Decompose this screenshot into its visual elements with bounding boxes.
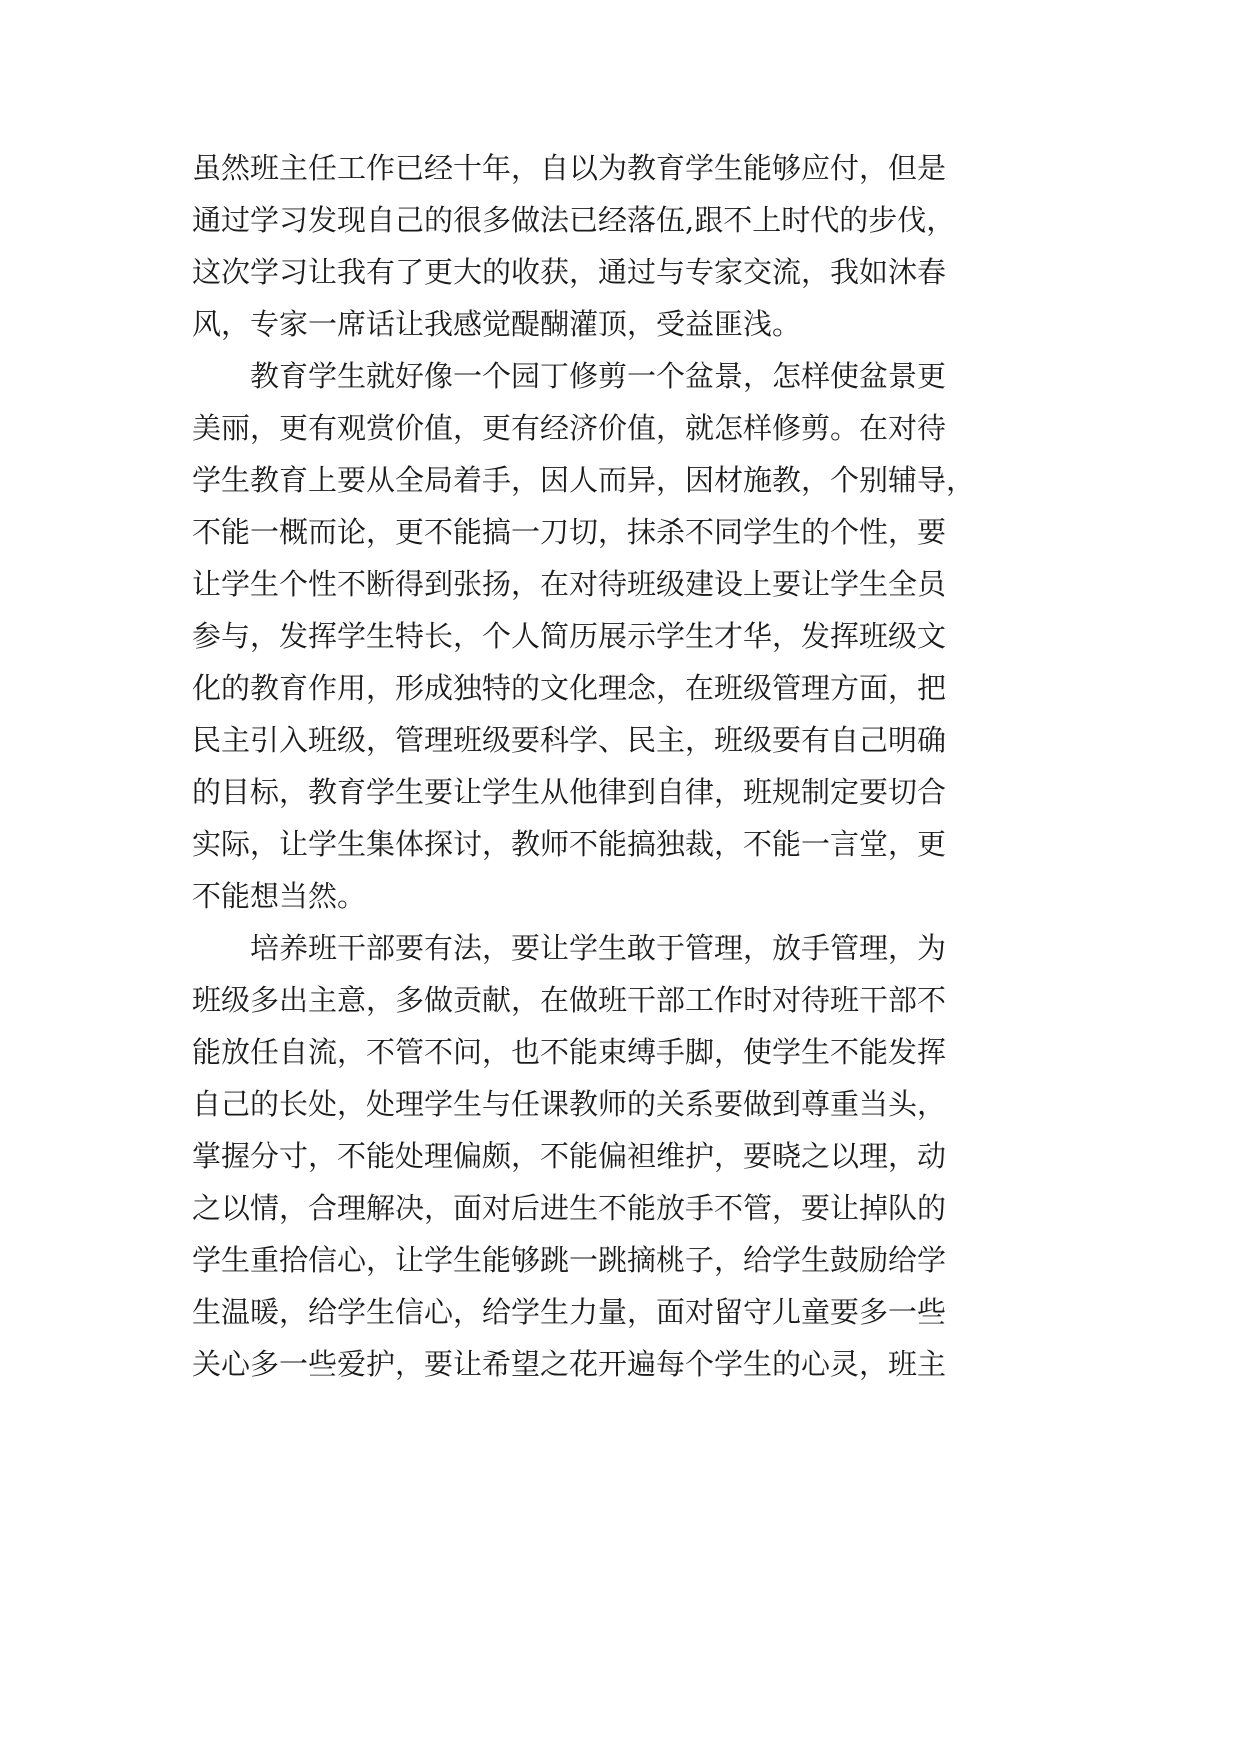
text-line: 不能一概而论，更不能搞一刀切，抹杀不同学生的个性，要 xyxy=(192,515,947,549)
text-line: 学生教育上要从全局着手，因人而异，因材施教，个别辅导， xyxy=(192,463,976,497)
paragraph-start-line: 教育学生就好像一个园丁修剪一个盆景，怎样使盆景更 xyxy=(250,359,947,393)
text-line: 参与，发挥学生特长，个人简历展示学生才华，发挥班级文 xyxy=(192,619,947,653)
text-line: 民主引入班级，管理班级要科学、民主，班级要有自己明确 xyxy=(192,723,947,757)
text-line: 能放任自流，不管不问，也不能束缚手脚，使学生不能发挥 xyxy=(192,1035,947,1069)
text-line: 风，专家一席话让我感觉醍醐灌顶，受益匪浅。 xyxy=(192,307,802,341)
text-line: 这次学习让我有了更大的收获，通过与专家交流，我如沐春 xyxy=(192,255,947,289)
text-line: 班级多出主意，多做贡献，在做班干部工作时对待班干部不 xyxy=(192,983,947,1017)
text-line: 关心多一些爱护，要让希望之花开遍每个学生的心灵，班主 xyxy=(192,1347,947,1381)
text-line: 美丽，更有观赏价值，更有经济价值，就怎样修剪。在对待 xyxy=(192,411,947,445)
text-line: 让学生个性不断得到张扬，在对待班级建设上要让学生全员 xyxy=(192,567,947,601)
text-line: 不能想当然。 xyxy=(192,879,367,913)
text-line: 自己的长处，处理学生与任课教师的关系要做到尊重当头， xyxy=(192,1087,947,1121)
text-line: 虽然班主任工作已经十年，自以为教育学生能够应付，但是 xyxy=(192,151,947,185)
text-line: 学生重拾信心，让学生能够跳一跳摘桃子，给学生鼓励给学 xyxy=(192,1243,947,1277)
text-line: 生温暖，给学生信心，给学生力量，面对留守儿童要多一些 xyxy=(192,1295,947,1329)
text-line: 化的教育作用，形成独特的文化理念，在班级管理方面，把 xyxy=(192,671,947,705)
text-line: 的目标，教育学生要让学生从他律到自律，班规制定要切合 xyxy=(192,775,947,809)
text-line: 实际，让学生集体探讨，教师不能搞独裁，不能一言堂，更 xyxy=(192,827,947,861)
text-line: 掌握分寸，不能处理偏颇，不能偏袒维护，要晓之以理，动 xyxy=(192,1139,947,1173)
text-line: 之以情，合理解决，面对后进生不能放手不管，要让掉队的 xyxy=(192,1191,947,1225)
paragraph-start-line: 培养班干部要有法，要让学生敢于管理，放手管理，为 xyxy=(250,931,947,965)
text-line: 通过学习发现自己的很多做法已经落伍,跟不上时代的步伐， xyxy=(192,203,956,237)
